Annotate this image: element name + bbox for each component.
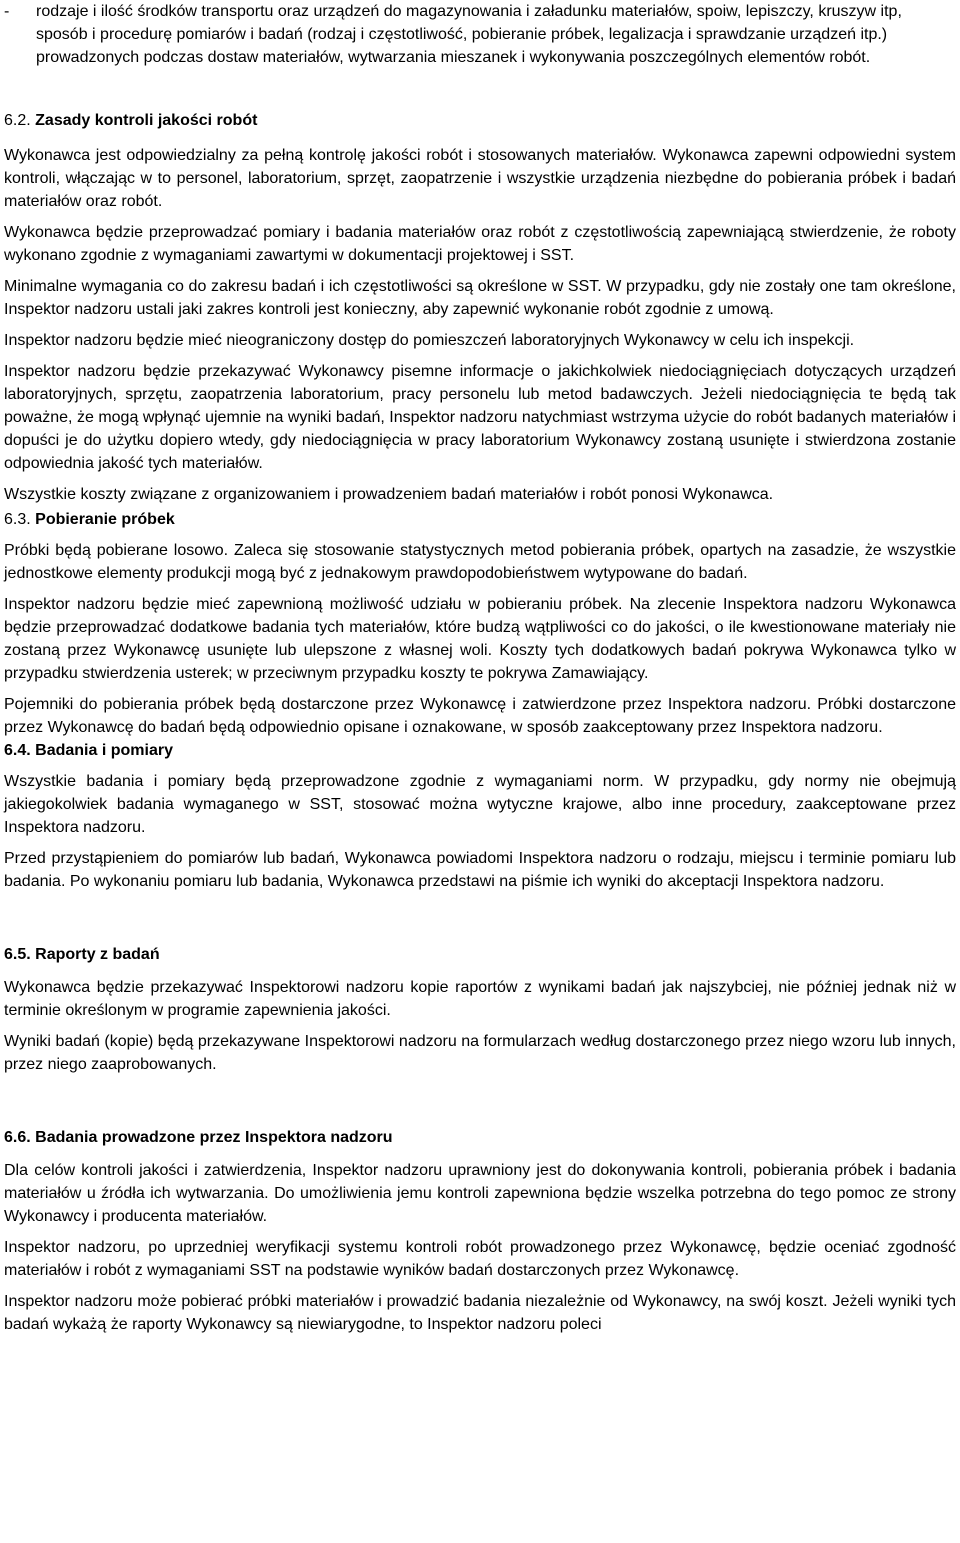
paragraph: Wykonawca będzie przeprowadzać pomiary i badania materiałów oraz robót z częstotliwością zapewniającą stwierdzenie, że roboty wykonano zgodnie z wymaganiami zawartymi w dokumentacji projektowej i SST. — [4, 224, 956, 264]
section-number: 6.6. — [4, 1129, 31, 1146]
paragraph: Dla celów kontroli jakości i zatwierdzenia, Inspektor nadzoru uprawniony jest do dokonywania kontroli, pobierania próbek i badania materiałów u źródła ich wytwarzania. Do umożliwienia jemu kontroli zapewniona będzie wszelka potrzebna do tego pomoc ze strony Wykonawcy i producenta materiałów. — [4, 1162, 956, 1225]
section-heading-6-6 — [4, 1126, 956, 1149]
section-title: Raporty z badań — [35, 946, 160, 963]
paragraph: Przed przystąpieniem do pomiarów lub badań, Wykonawca powiadomi Inspektora nadzoru o rodzaju, miejscu i terminie pomiaru lub badania. Po wykonaniu pomiaru lub badania, Wykonawca przedstawi na piśmie ich wyniki do akceptacji Inspektora nadzoru. — [4, 850, 956, 890]
paragraph: Inspektor nadzoru będzie mieć zapewnioną możliwość udziału w pobieraniu próbek. Na zlecenie Inspektora nadzoru Wykonawca będzie przeprowadzać dodatkowe badania tych materiałów, które budzą wątpliwości co do jakości, o ile kwestionowane materiały nie zostaną przez Wykonawcę usunięte lub ulepszone z własnej woli. Koszty tych dodatkowych badań pokrywa Wykonawca tylko w przypadku stwierdzenia usterek; w przeciwnym przypadku koszty te pokrywa Zamawiający. — [4, 596, 956, 682]
section-heading-6-3 — [4, 508, 956, 531]
section-number: 6.5. — [4, 946, 31, 963]
paragraph: Wykonawca jest odpowiedzialny za pełną kontrolę jakości robót i stosowanych materiałów. Wykonawca zapewni odpowiedni system kontroli, włączając w to personel, laboratorium, sprzęt, zaopatrzenie i wszystkie urządzenia niezbędne do pobierania próbek i badań materiałów oraz robót. — [4, 147, 956, 210]
intro-list-item — [4, 0, 956, 69]
section-number: 6.4. — [4, 742, 31, 759]
intro-text: rodzaje i ilość środków transportu oraz urządzeń do magazynowania i załadunku materiałów, spoiw, lepiszczy, kruszyw itp, sposób i procedurę pomiarów i badań (rodzaj i częstotliwość, pobieranie próbek, legalizacja i sprawdzanie urządzeń itp.) prowadzonych podczas dostaw materiałów, wytwarzania mieszanek i wykonywania poszczególnych elementów robót. — [36, 3, 902, 66]
paragraph: Pojemniki do pobierania próbek będą dostarczone przez Wykonawcę i zatwierdzone przez Inspektora nadzoru. Próbki dostarczone przez Wykonawcę do badań będą odpowiednio opisane i oznakowane, w sposób zaakceptowany przez Inspektora nadzoru. — [4, 696, 956, 736]
paragraph: Próbki będą pobierane losowo. Zaleca się stosowanie statystycznych metod pobierania próbek, opartych na zasadzie, że wszystkie jednostkowe elementy produkcji mogą być z jednakowym prawdopodobieństwem wytypowane do badań. — [4, 542, 956, 582]
paragraph: Inspektor nadzoru może pobierać próbki materiałów i prowadzić badania niezależnie od Wykonawcy, na swój koszt. Jeżeli wyniki tych badań wykażą że raporty Wykonawcy są niewiarygodne, to Inspektor nadzoru poleci — [4, 1293, 956, 1333]
section-number: 6.3. — [4, 511, 31, 528]
section-heading-6-4 — [4, 739, 956, 762]
paragraph: Wyniki badań (kopie) będą przekazywane Inspektorowi nadzoru na formularzach według dostarczonego przez niego wzoru lub innych, przez niego zaaprobowanych. — [4, 1033, 956, 1073]
paragraph: Inspektor nadzoru, po uprzedniej weryfikacji systemu kontroli robót prowadzonego przez Wykonawcę, będzie oceniać zgodność materiałów i robót z wymaganiami SST na podstawie wyników badań dostarczonych przez Wykonawcę. — [4, 1239, 956, 1279]
section-title: Badania prowadzone przez Inspektora nadzoru — [35, 1129, 393, 1146]
paragraph: Wykonawca będzie przekazywać Inspektorowi nadzoru kopie raportów z wynikami badań jak najszybciej, nie później jednak niż w terminie określonym w programie zapewnienia jakości. — [4, 979, 956, 1019]
section-heading-6-5 — [4, 943, 956, 966]
paragraph: Inspektor nadzoru będzie przekazywać Wykonawcy pisemne informacje o jakichkolwiek niedociągnięciach dotyczących urządzeń laboratoryjnych, sprzętu, zaopatrzenia laboratorium, pracy personelu lub metod badawczych. Jeżeli niedociągnięcia te będą tak poważne, że mogą wpłynąć ujemnie na wyniki badań, Inspektor nadzoru natychmiast wstrzyma użycie do robót badanych materiałów i dopuści je do użytku dopiero wtedy, gdy niedociągnięcia w pracy laboratorium Wykonawcy zostaną usunięte i stwierdzona zostanie odpowiednia jakość tych materiałów. — [4, 363, 956, 472]
paragraph: Wszystkie badania i pomiary będą przeprowadzone zgodnie z wymaganiami norm. W przypadku, gdy normy nie obejmują jakiegokolwiek badania wymaganego w SST, stosować można wytyczne krajowe, albo inne procedury, zaakceptowane przez Inspektora nadzoru. — [4, 773, 956, 836]
section-heading-6-2 — [4, 109, 956, 132]
paragraph: Inspektor nadzoru będzie mieć nieograniczony dostęp do pomieszczeń laboratoryjnych Wykonawcy w celu ich inspekcji. — [4, 332, 855, 349]
section-title: Pobieranie próbek — [35, 511, 175, 528]
section-title: Badania i pomiary — [35, 742, 173, 759]
section-title: Zasady kontroli jakości robót — [35, 112, 258, 129]
section-number: 6.2. — [4, 112, 31, 129]
list-dash: - — [4, 3, 10, 20]
paragraph: Wszystkie koszty związane z organizowaniem i prowadzeniem badań materiałów i robót ponosi Wykonawca. — [4, 486, 774, 503]
paragraph: Minimalne wymagania co do zakresu badań i ich częstotliwości są określone w SST. W przypadku, gdy nie zostały one tam określone, Inspektor nadzoru ustali jaki zakres kontroli jest konieczny, aby zapewnić wykonanie robót zgodnie z umową. — [4, 278, 956, 318]
